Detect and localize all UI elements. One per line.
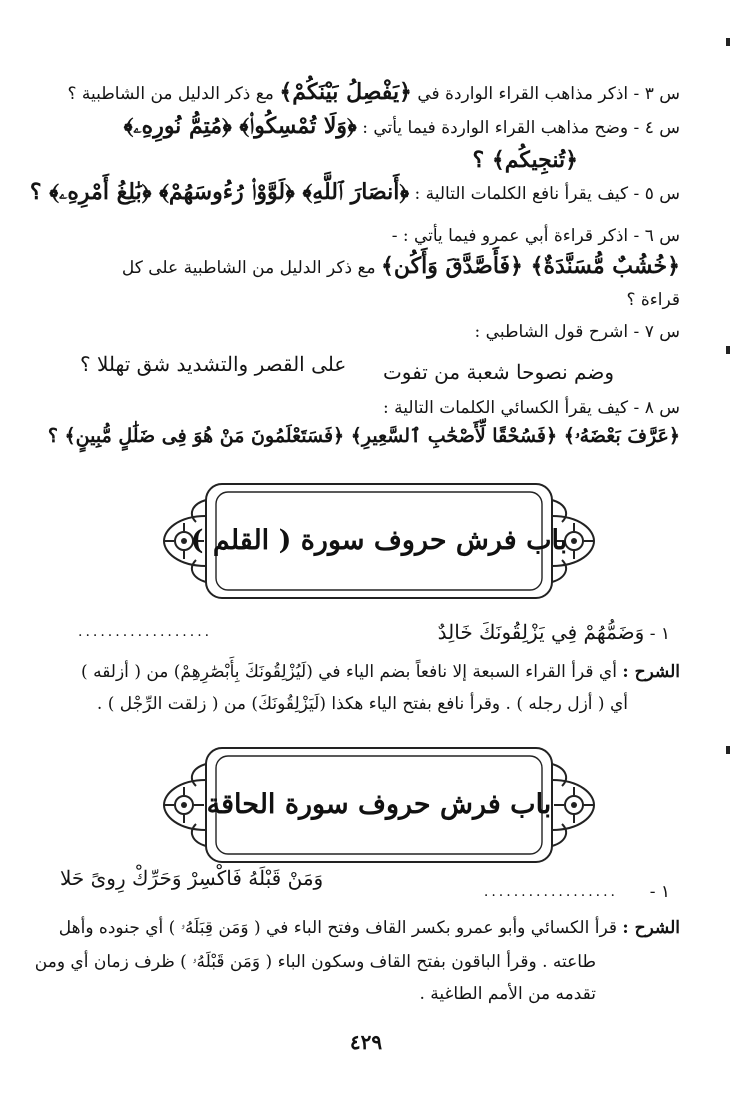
section-1-sharh-line-1 [81, 660, 680, 684]
question-4-continuation [472, 148, 578, 174]
section-2-verse-number-line [650, 880, 670, 904]
question-6-quote-line [122, 254, 680, 280]
section-2-sharh-text-1: قرأ الكسائي وأبو عمرو بكسر القاف وفتح الباء في ( وَمَن قِبَلَهُۥ ) أي جنوده وأهل [58, 918, 617, 938]
question-6-continuation [626, 288, 680, 312]
question-3-suffix: مع ذكر الدليل من الشاطبية ؟ [67, 84, 274, 104]
question-6-prefix: س ٦ - اذكر قراءة أبي عمرو فيما يأتي : - [391, 226, 680, 246]
section-1-verse: وَضَمُّهُمْ فِي يَزْلِقُونَكَ خَالِدٌ [437, 620, 645, 644]
section-2-verse-number: ١ - [649, 882, 670, 902]
question-7-verse-left [80, 352, 346, 376]
section-2-dots-text: .................. [483, 884, 618, 900]
section-2-verse-dots [484, 880, 618, 904]
section-2-title: باب فرش حروف سورة الحاقة [206, 788, 552, 820]
question-7 [475, 320, 680, 344]
question-8-quote: ﴿عَرَّفَ بَعْضَهُۥ﴾ ﴿فَسُحْقًا لِّأَصْحَٰبِ ٱلسَّعِيرِ﴾ ﴿فَسَتَعْلَمُونَ مَنْ هُوَ فِى ضَلَٰلٍ مُّبِينٍ﴾ ؟ [47, 425, 680, 447]
question-7-verse-left-text: على القصر والتشديد شق تهللا ؟ [80, 352, 347, 376]
question-5-prefix: س ٥ - كيف يقرأ نافع الكلمات التالية : [414, 184, 680, 204]
scan-edge-mark [726, 746, 730, 754]
section-2-sharh-label: الشرح : [622, 918, 680, 938]
question-5-quote: ﴿أَنصَارَ ٱللَّهِ﴾ ﴿لَوَّوْا۟ رُءُوسَهُمْ﴾ ﴿بَٰلِغُ أَمْرِهِۦ﴾ ؟ [29, 179, 410, 205]
question-3 [67, 80, 680, 106]
question-5 [30, 180, 680, 206]
section-2-verse: وَمَنْ قَبْلَهُ فَاكْسِرْ وَحَرِّكْ رِوىً حَلا [60, 866, 324, 890]
question-7-prefix: س ٧ - اشرح قول الشاطبي : [474, 322, 680, 342]
question-6-quote: ﴿خُشُبٌ مُّسَنَّدَةٌ﴾ ﴿فَأَصَّدَّقَ وَأَكُن﴾ [381, 253, 680, 279]
section-2-sharh-text-3: تقدمه من الأمم الطاغية . [419, 984, 596, 1004]
question-3-prefix: س ٣ - اذكر مذاهب القراء الواردة في [417, 84, 680, 104]
question-4-quote: ﴿وَلَا تُمْسِكُوا۟﴾ ﴿مُتِمُّ نُورِهِۦ﴾ [123, 113, 357, 139]
question-6-suffix: مع ذكر الدليل من الشاطبية على كل [121, 258, 376, 278]
section-1-sharh-text-2: أي ( أزل رجله ) . وقرأ نافع بفتح الياء هكذا (لَيَزْلِقُونَكَ) من ( زلقت الرِّجْل ) . [96, 694, 628, 714]
section-2-sharh-text-2: طاعته . وقرأ الباقون بفتح القاف وسكون الباء ( وَمَن قَبْلَهُۥ ) ظرف زمان أي ومن [34, 952, 596, 972]
scan-edge-mark [726, 346, 730, 354]
question-7-verse-right-text: وضم نصوحا شعبة من تفوت [382, 360, 614, 384]
section-1-dots-text: .................. [78, 624, 213, 640]
section-title-frame [158, 744, 600, 866]
question-8-quote-line [48, 424, 680, 449]
section-1-verse-number: ١ - [649, 624, 670, 644]
section-1-sharh-text-1: أي قرأ القراء السبعة إلا نافعاً بضم الياء في (لَيُزْلِقُونَكَ بِأَبْصَٰرِهِمْ) من ( أزلقه ) [81, 662, 617, 682]
section-2-sharh-line-2 [35, 950, 596, 974]
section-title-frame [158, 480, 600, 602]
scan-edge-mark [726, 38, 730, 46]
section-1-verse-dots [78, 620, 212, 644]
question-3-quote: ﴿يَفْصِلُ بَيْنَكُمْ﴾ [279, 79, 412, 105]
question-8-prefix: س ٨ - كيف يقرأ الكسائي الكلمات التالية : [383, 398, 680, 418]
question-6-continuation-text: قراءة ؟ [626, 290, 680, 310]
section-1-sharh-line-2 [97, 692, 628, 716]
section-2-sharh-line-1 [59, 916, 680, 940]
question-4 [124, 114, 680, 140]
page-number: ٤٢٩ [349, 1030, 383, 1054]
question-8 [383, 396, 680, 420]
section-1-verse-line [438, 620, 670, 646]
question-4-prefix: س ٤ - وضح مذاهب القراء الواردة فيما يأتي : [362, 118, 680, 138]
section-2-sharh-line-3 [419, 982, 596, 1006]
question-4-continuation-text: ﴿تُنجِيكُم﴾ ؟ [472, 147, 578, 173]
question-7-verse-right [383, 360, 614, 384]
section-2-verse-line [60, 866, 323, 890]
section-1-sharh-label: الشرح : [622, 662, 680, 682]
section-1-title: باب فرش حروف سورة ( القلم ) [190, 524, 568, 556]
question-6 [392, 224, 680, 248]
